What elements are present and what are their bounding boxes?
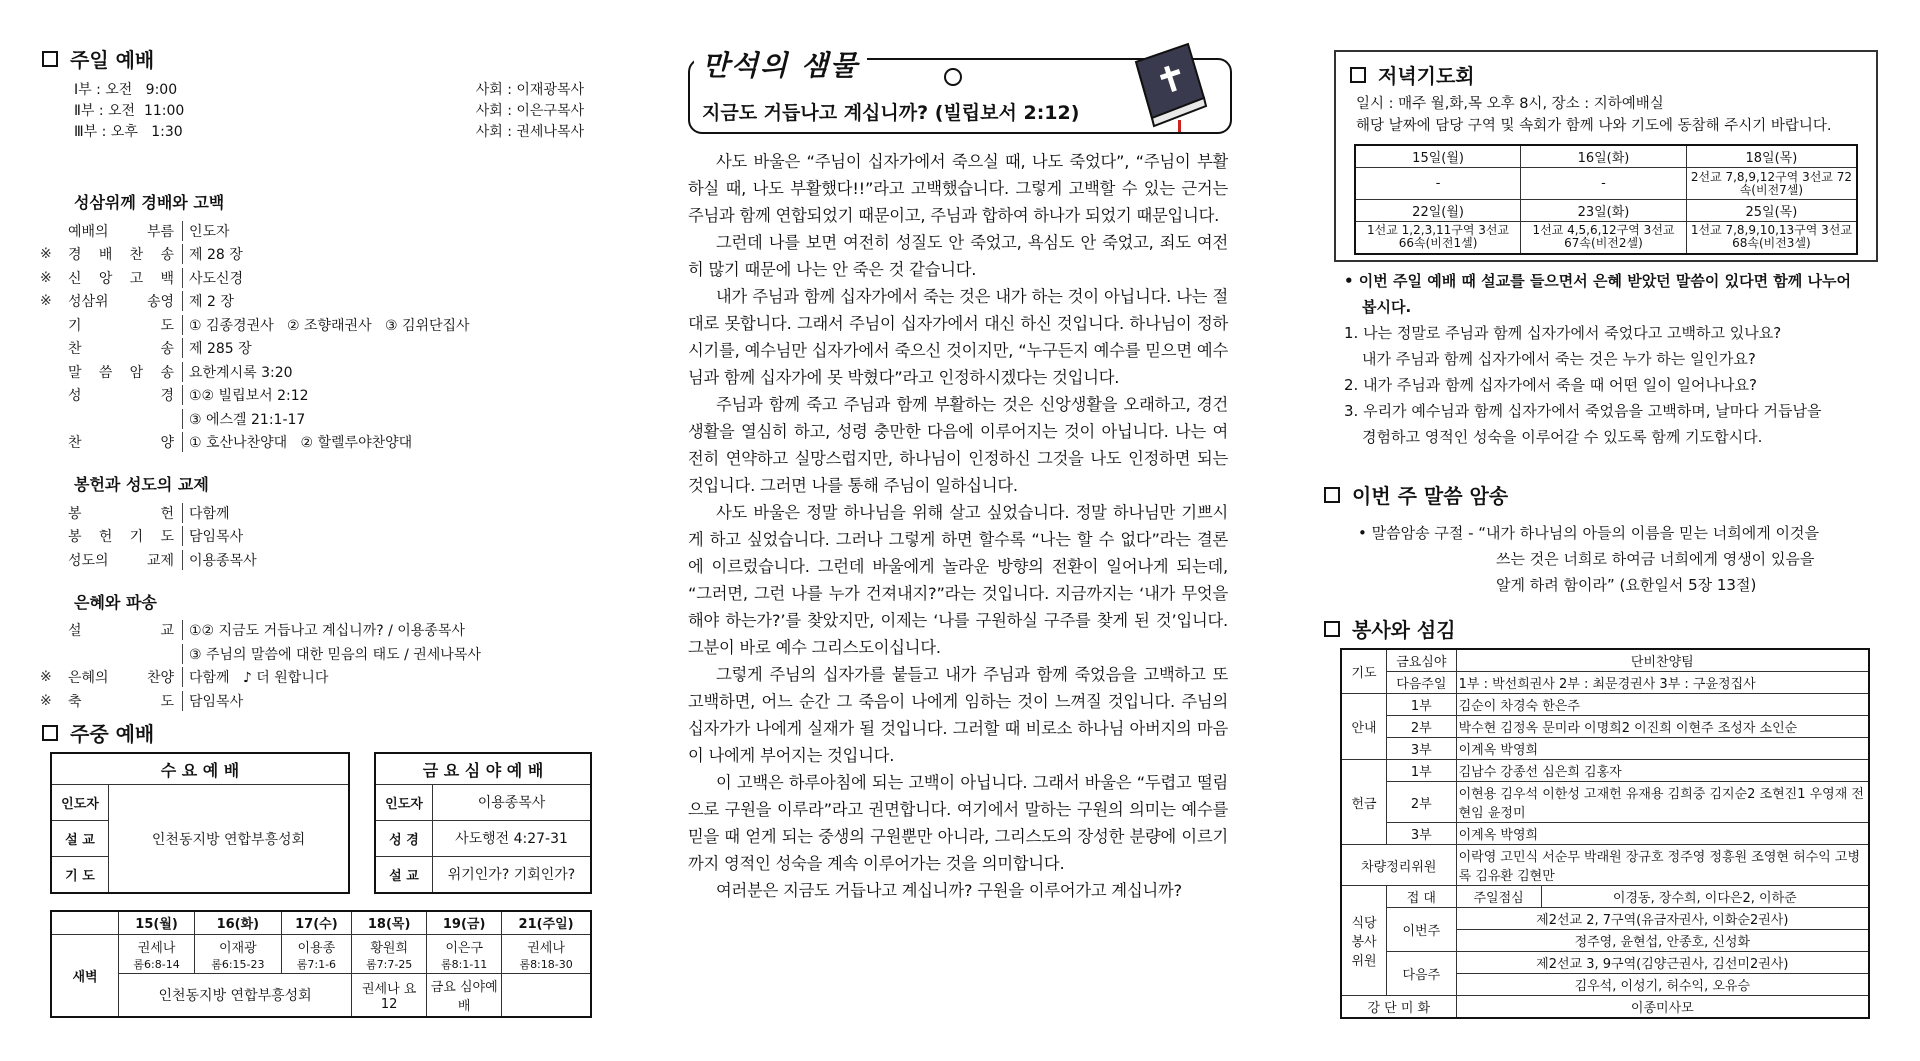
- order-label: 신 앙 고 백: [68, 270, 174, 287]
- memory-verse-text: 쓰는 것은 너희로 하여금 너희에게 영생이 있음을: [1496, 550, 1815, 568]
- table-header: 금 요 심 야 예 배: [375, 753, 591, 785]
- verse: 롬6:15-23: [211, 957, 265, 971]
- order-row: [40, 243, 580, 267]
- memory-verse-label: • 말씀암송 구절 -: [1358, 524, 1479, 542]
- order-value: 요한계시록 3:20: [182, 362, 293, 382]
- service-value: 김우석, 이성기, 허수익, 오유승: [1456, 974, 1869, 996]
- order-row: [40, 290, 580, 314]
- sermon-paragraph: 사도 바울은 “주님이 십자가에서 죽으실 때, 나도 죽었다”, “주님이 부활하실 때, 나도 부활했다!!”라고 고백했습니다. 그렇게 고백할 수 있는 근거는 주님과 함께 연합되었기 때문이고, 주님과 합하여 하나가 되었기 때문입니다.: [688, 152, 1228, 225]
- order-label: 봉 헌: [68, 505, 174, 522]
- dawn-cell: [281, 934, 352, 973]
- row-value: 이용종목사: [433, 785, 592, 821]
- order-value: ①② 빌립보서 2:12: [182, 385, 309, 405]
- service-times: [74, 80, 584, 143]
- order-list: [40, 501, 580, 572]
- order-row: [40, 337, 580, 361]
- order-label: 설 교: [68, 623, 174, 640]
- weekday-worship-heading: 주중 예배: [42, 718, 154, 747]
- sub-label: 1부: [1387, 694, 1457, 716]
- question: 내가 주님과 함께 십자가에서 죽는 것은 누가 하는 일인가요?: [1362, 350, 1756, 368]
- memory-verse: [1358, 520, 1878, 598]
- question: 3. 우리가 예수님과 함께 십자가에서 죽었음을 고백하며, 날마다 거듭남을: [1344, 402, 1822, 420]
- verse: 롬8:1-11: [441, 957, 488, 971]
- order-row: [40, 313, 580, 337]
- order-value: 이용종목사: [182, 550, 257, 570]
- checkbox-square-icon: [42, 725, 58, 741]
- question: 2. 내가 주님과 함께 십자가에서 죽을 때 어떤 일이 일어나나요?: [1344, 376, 1757, 394]
- row-label: 성 경: [375, 820, 433, 856]
- category-label: 기도: [1341, 649, 1387, 694]
- service-time-row: Ⅲ부 : 오후 1:30 사회 : 권세나목사: [74, 124, 584, 140]
- order-row: [40, 219, 580, 243]
- date-header: 23일(화): [1521, 200, 1687, 222]
- sub-label: 2부: [1387, 782, 1457, 823]
- day-header: 18(목): [352, 911, 427, 934]
- order-row: [40, 501, 580, 525]
- service-value: 김순이 차경숙 한은주: [1456, 694, 1869, 716]
- date-header: 15일(월): [1355, 145, 1521, 168]
- friday-worship-table: [374, 752, 592, 894]
- order-label: 경 배 찬 송: [68, 247, 174, 264]
- order-row: [40, 360, 580, 384]
- sunday-worship-heading: 주일 예배: [42, 44, 154, 73]
- date-header: 18일(목): [1686, 145, 1857, 168]
- order-row: [40, 666, 580, 690]
- service-time-row: Ⅱ부 : 오전 11:00 사회 : 이은구목사: [74, 103, 584, 119]
- blank-cell: [51, 911, 119, 934]
- wednesday-worship-table: [50, 752, 350, 894]
- sub-label: 1부: [1387, 760, 1457, 782]
- asterisk-mark: ※: [40, 692, 52, 709]
- order-row: [40, 431, 580, 455]
- order-value: ① 호산나찬양대 ② 할렐루야찬양대: [182, 432, 412, 452]
- table-header: 수 요 예 배: [51, 753, 349, 785]
- prayer-schedule-table: [1354, 144, 1858, 255]
- order-label: 찬 송: [68, 341, 174, 358]
- service-value: 이락영 고민식 서순무 박래원 장규호 정주영 정흥원 조영현 허수익 고병록 김유환 김현만: [1456, 845, 1869, 886]
- order-value: 담임목사: [182, 691, 243, 711]
- order-label: 은혜의 찬양: [68, 670, 174, 687]
- order-label: 봉 헌 기 도: [68, 529, 174, 546]
- dawn-prayer-table: [50, 910, 592, 1018]
- row-value: 사도행전 4:27-31: [433, 820, 592, 856]
- assignment-cell: -: [1521, 168, 1687, 200]
- prayer-note: 해당 날짜에 담당 구역 및 속회가 함께 나와 기도에 동참해 주시기 바랍니다.: [1356, 118, 1832, 134]
- assignment-cell: 1선교 7,8,9,10,13구역 3선교 68속(비전3셀): [1686, 222, 1857, 254]
- sub-label: 접 대: [1387, 886, 1457, 908]
- sermon-column: [688, 0, 1236, 1061]
- leader: 이은구: [445, 940, 484, 956]
- memory-verse-heading: 이번 주 말씀 암송: [1324, 480, 1508, 509]
- row-value: 위기인가? 기회인가?: [433, 856, 592, 893]
- order-value: ③ 주님의 말씀에 대한 믿음의 태도 / 권세나목사: [182, 644, 481, 664]
- verse: 롬7:7-25: [366, 957, 413, 971]
- leader: 권세나: [137, 940, 176, 956]
- assignment-cell: 1선교 4,5,6,12구역 3선교 67속(비전2셀): [1521, 222, 1687, 254]
- order-row: [40, 689, 580, 713]
- order-value: 인도자: [182, 221, 230, 241]
- thursday-extra: 권세나 요12: [352, 974, 427, 1017]
- order-value: 제 285 장: [182, 338, 252, 358]
- order-label: 축 도: [68, 693, 174, 710]
- service-value: 김남수 강종선 심은희 김홍자: [1456, 760, 1869, 782]
- asterisk-mark: ※: [40, 246, 52, 263]
- service-value: 박수현 김정옥 문미라 이명희2 이진희 이현주 조성자 소인순: [1456, 716, 1869, 738]
- sermon-paragraph: 그런데 나를 보면 여전히 성질도 안 죽었고, 욕심도 안 죽었고, 죄도 여전히 많기 때문에 나는 안 죽은 것 같습니다.: [688, 233, 1228, 279]
- order-row: [40, 619, 580, 643]
- order-label: 찬 양: [68, 435, 174, 452]
- order-value: 다함께: [182, 503, 230, 523]
- leader: 이재광: [219, 940, 257, 956]
- order-value: 제 28 장: [182, 244, 243, 264]
- row-label: 기 도: [51, 856, 109, 893]
- order-row: [40, 266, 580, 290]
- sub-label: 3부: [1387, 823, 1457, 845]
- category-label: 강 단 미 화: [1341, 996, 1456, 1019]
- order-label: 말 씀 암 송: [68, 364, 174, 381]
- asterisk-mark: ※: [40, 293, 52, 310]
- discussion-bullet: • 이번 주일 예배 때 설교를 들으면서 은혜 받았던 말씀이 있다면 함께 나누어 봅시다.: [1344, 272, 1851, 316]
- service-value: 이경동, 장수희, 이다은2, 이하준: [1541, 886, 1869, 908]
- service-value: 제2선교 3, 9구역(김양근권사, 김선미2권사): [1456, 952, 1869, 974]
- date-header: 22일(월): [1355, 200, 1521, 222]
- dawn-cell: [427, 934, 502, 973]
- sub-label: 다음주: [1387, 952, 1457, 996]
- order-row: [40, 525, 580, 549]
- service-value: 이현용 김우석 이한성 고재헌 유재용 김희중 김지순2 조현진1 우영재 전현임 윤정미: [1456, 782, 1869, 823]
- service-value: 주일점심: [1456, 886, 1541, 908]
- day-header: 17(수): [281, 911, 352, 934]
- wednesday-content: 인천동지방 연합부흥성회: [109, 785, 350, 894]
- worship-order-column: [40, 0, 600, 1061]
- sermon-paragraph: 주님과 함께 죽고 주님과 함께 부활하는 것은 신앙생활을 오래하고, 경건 생활을 열심히 하고, 성령 충만한 다음에 이루어지는 것이 아닙니다. 나는 여전히 연약하고 실망스럽지만, 하나님이 인정하신 그것을 나도 인정하면 되는 것입니다. 그러면 나를 통해 주님이 일하십니다.: [688, 395, 1228, 495]
- sermon-paragraph: 이 고백은 하루아침에 되는 고백이 아닙니다. 그래서 바울은 “두렵고 떨림으로 구원을 이루라”라고 권면합니다. 여기에서 말하는 구원의 의미는 예수를 믿을 때 얻게 되는 중생의 구원뿐만 아니라, 그리스도의 장성한 분량에 이르기까지 영적인 성숙을 계속 이루어가는 것을 의미합니다.: [688, 773, 1228, 873]
- merged-revival-cell: 인천동지방 연합부흥성회: [119, 974, 352, 1017]
- service-heading: 봉사와 섬김: [1324, 614, 1456, 643]
- assignment-cell: -: [1355, 168, 1521, 200]
- category-label: 헌금: [1341, 760, 1387, 845]
- assignment-cell: 2선교 7,8,9,12구역 3선교 72속(비전7셀): [1686, 168, 1857, 200]
- order-value: ① 김종경권사 ② 조향래권사 ③ 김위단집사: [182, 315, 470, 335]
- service-value: 단비찬양팀: [1456, 649, 1869, 672]
- prayer-service-column: [1320, 0, 1885, 1061]
- asterisk-mark: ※: [40, 669, 52, 686]
- sub-label: 다음주일: [1387, 672, 1457, 694]
- order-row: [40, 407, 580, 431]
- order-value: ③ 에스겔 21:1-17: [182, 409, 305, 429]
- dawn-cell: [352, 934, 427, 973]
- order-label: 성삼위 송영: [68, 294, 174, 311]
- friday-extra: 금요 심야예배: [427, 974, 502, 1017]
- discussion-questions: [1344, 268, 1864, 450]
- order-value: 다함께 ♪ 더 원합니다: [182, 667, 328, 687]
- leader: 황원희: [370, 940, 409, 956]
- row-label: 설 교: [51, 820, 109, 856]
- sermon-paragraph: 그렇게 주님의 십자가를 붙들고 내가 주님과 함께 죽었음을 고백하고 또 고백하면, 어느 순간 그 죽음이 나에게 임하는 것이 느껴질 것입니다. 주님의 십자가가 나에게 실재가 될 것입니다. 그러할 때 비로소 하나님 아버지의 마음이 나에게 부어지는 것입니다.: [688, 665, 1228, 765]
- section-heading: 봉헌과 성도의 교제: [74, 475, 209, 494]
- category-label: 안내: [1341, 694, 1387, 760]
- verse: 롬8:18-30: [519, 957, 573, 971]
- row-label: 설 교: [375, 856, 433, 893]
- day-header: 21(주일): [502, 911, 591, 934]
- sub-label: 2부: [1387, 716, 1457, 738]
- day-header: 16(화): [195, 911, 281, 934]
- checkbox-square-icon: [1324, 487, 1340, 503]
- order-value: 담임목사: [182, 526, 243, 546]
- sermon-paragraph: 내가 주님과 함께 십자가에서 죽는 것은 내가 하는 것이 아닙니다. 나는 절대로 못합니다. 그래서 주님이 십자가에서 대신 하신 것입니다. 하나님이 정하시기를, 예수님만 십자가에서 죽으신 것이지만, “누구든지 예수를 믿으면 예수님과 함께 십자가에 못 박혔다”라고 인정하시겠다는 것입니다.: [688, 287, 1228, 387]
- sub-label: 금요심야: [1387, 649, 1457, 672]
- memory-verse-text: “내가 하나님의 아들의 이름을 믿는 너희에게 이것을: [1478, 524, 1819, 542]
- day-header: 19(금): [427, 911, 502, 934]
- order-value: 제 2 장: [182, 291, 234, 311]
- date-header: 16일(화): [1521, 145, 1687, 168]
- dawn-label: 새벽: [51, 934, 119, 1017]
- sermon-paragraph: 사도 바울은 정말 하나님을 위해 살고 싶었습니다. 정말 하나님만 기쁘시게 하고 싶었습니다. 그러나 그렇게 하면 할수록 “나는 할 수 없다”라는 결론에 이르렀습니다. 그런데 바울에게 놀라운 방향의 전환이 일어나게 되는데, “그러면, 그런 나를 누가 건져내지?”라는 것입니다. 지금까지는 ‘내가 무엇을 해야 하는가?’를 찾았지만, 이제는 ‘나를 구원하실 구주를 찾게 된 것’입니다. 그분이 바로 예수 그리스도이십니다.: [688, 503, 1228, 657]
- checkbox-square-icon: [1324, 621, 1340, 637]
- dawn-cell: [195, 934, 281, 973]
- memory-verse-row: [1358, 520, 1878, 546]
- row-label: 인도자: [375, 785, 433, 821]
- order-label: 성도의 교제: [68, 552, 174, 569]
- row-label: 인도자: [51, 785, 109, 821]
- order-of-worship: [40, 190, 580, 713]
- order-value: ①② 지금도 거듭나고 계십니까? / 이용종목사: [182, 620, 465, 640]
- evening-prayer-heading: 저녁기도회: [1350, 60, 1475, 89]
- service-value: 제2선교 2, 7구역(유금자권사, 이화순2권사): [1456, 908, 1869, 930]
- dawn-cell: [502, 934, 591, 973]
- service-value: 이계옥 박영희: [1456, 738, 1869, 760]
- sermon-title: 지금도 거듭나고 계십니까? (빌립보서 2:12): [702, 102, 1080, 124]
- dawn-cell: [119, 934, 195, 973]
- section-heading: 성삼위께 경배와 고백: [74, 193, 225, 212]
- circle-ornament-icon: [944, 68, 962, 86]
- service-time-row: Ⅰ부 : 오전 9:00 사회 : 이재광목사: [74, 82, 584, 98]
- sermon-paragraph: 여러분은 지금도 거듭나고 계십니까? 구원을 이루어가고 계십니까?: [716, 881, 1182, 900]
- service-value: 이종미사모: [1456, 996, 1869, 1019]
- section-heading: 은혜와 파송: [74, 592, 157, 612]
- order-label: 기 도: [68, 317, 174, 334]
- order-value: 사도신경: [182, 268, 243, 288]
- verse: 롬6:8-14: [133, 957, 180, 971]
- evening-prayer-box: [1334, 50, 1878, 262]
- assignment-cell: 1선교 1,2,3,11구역 3선교 66속(비전1셀): [1355, 222, 1521, 254]
- order-row: [40, 642, 580, 666]
- service-value: 이계옥 박영희: [1456, 823, 1869, 845]
- bible-icon: [1118, 36, 1214, 132]
- day-header: 15(월): [119, 911, 195, 934]
- service-table: [1340, 648, 1870, 1019]
- order-row: [40, 384, 580, 408]
- category-label: 차량정리위원: [1341, 845, 1456, 886]
- category-label: 식당 봉사 위원: [1341, 886, 1387, 996]
- banner-title: 만석의 샘물: [694, 44, 867, 84]
- sub-label: 3부: [1387, 738, 1457, 760]
- question: 1. 나는 정말로 주님과 함께 십자가에서 죽었다고 고백하고 있나요?: [1344, 324, 1782, 342]
- blank-cell: [502, 974, 591, 1017]
- order-list: [40, 619, 580, 713]
- prayer-schedule: 일시 : 매주 월,화,목 오후 8시, 장소 : 지하예배실: [1356, 96, 1664, 112]
- checkbox-square-icon: [1350, 67, 1366, 83]
- checkbox-square-icon: [42, 51, 58, 67]
- service-value: 정주영, 윤현섭, 안종호, 신성화: [1456, 930, 1869, 952]
- service-value: 1부 : 박선희권사 2부 : 최문경권사 3부 : 구윤정집사: [1456, 672, 1869, 694]
- order-row: [40, 548, 580, 572]
- leader: 권세나: [527, 940, 565, 956]
- sub-label: 이번주: [1387, 908, 1457, 952]
- sermon-body: [688, 148, 1228, 904]
- order-label: 성 경: [68, 388, 174, 405]
- asterisk-mark: ※: [40, 269, 52, 286]
- date-header: 25일(목): [1686, 200, 1857, 222]
- order-label: 예배의 부름: [68, 223, 174, 240]
- order-list: [40, 219, 580, 454]
- memory-verse-text: 알게 하려 함이라” (요한일서 5장 13절): [1496, 576, 1757, 594]
- question: 경험하고 영적인 성숙을 이루어갈 수 있도록 함께 기도합시다.: [1362, 428, 1763, 446]
- leader: 이용종: [297, 940, 336, 956]
- verse: 롬7:1-6: [296, 957, 337, 971]
